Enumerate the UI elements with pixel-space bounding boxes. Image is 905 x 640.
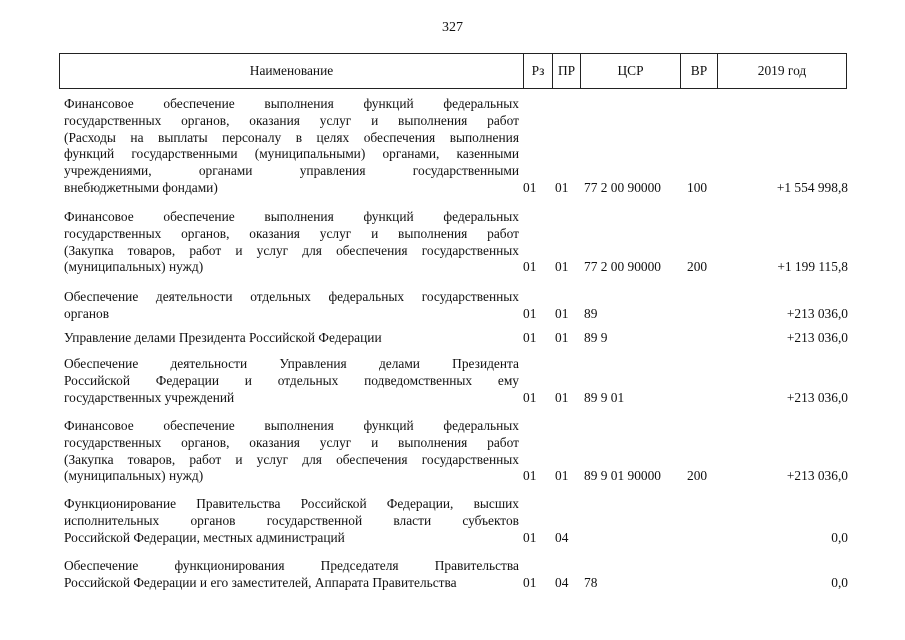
- row-name-line: государственных органов, оказания услуг и выполнения работ: [64, 434, 519, 450]
- cell-amount: +213 036,0: [786, 305, 848, 321]
- row-name-line: Российской Федерации и отдельных подведомственных ему: [64, 372, 519, 388]
- row-name-line: Обеспечение деятельности отдельных федеральных государственных: [64, 289, 519, 304]
- cell-vr: 100: [687, 180, 708, 195]
- row-name: [64, 496, 519, 546]
- cell-amount: +213 036,0: [786, 468, 848, 484]
- cell-rz: 01: [523, 305, 537, 321]
- cell-rz: 01: [523, 529, 537, 545]
- row-name-line: Обеспечение деятельности Управления делами Президента: [64, 356, 519, 371]
- header-rz: Рз: [523, 54, 552, 88]
- cell-pr: 01: [555, 180, 569, 195]
- row-name-line: Финансовое обеспечение выполнения функций федеральных: [64, 418, 519, 433]
- header-csr: ЦСР: [580, 54, 680, 88]
- row-name-line: (Закупка товаров, работ и услуг для обеспечения государственных: [64, 451, 519, 467]
- cell-rz: 01: [523, 389, 537, 405]
- cell-rz: 01: [523, 180, 537, 195]
- row-name-line: Обеспечение функционирования Председателя Правительства: [64, 558, 519, 573]
- row-name-line: (муниципальных) нужд): [64, 468, 204, 484]
- row-name: [64, 209, 519, 276]
- row-name: [64, 356, 519, 406]
- row-name-line: (Закупка товаров, работ и услуг для обеспечения государственных: [64, 242, 519, 258]
- cell-rz: 01: [523, 259, 537, 275]
- page-number: 327: [442, 20, 463, 35]
- table-header: [59, 53, 847, 89]
- cell-vr: 200: [687, 259, 708, 275]
- cell-csr: 89 9 01 90000: [584, 468, 661, 484]
- cell-csr: 78: [584, 574, 598, 590]
- cell-amount: 0,0: [831, 529, 848, 545]
- cell-csr: 77 2 00 90000: [584, 180, 661, 195]
- cell-pr: 01: [555, 468, 569, 484]
- row-name-line: государственных органов, оказания услуг и выполнения работ: [64, 112, 519, 128]
- cell-pr: 01: [555, 305, 569, 321]
- row-name-line: функций государственными (муниципальными) органами, казенными: [64, 146, 519, 162]
- header-year: 2019 год: [717, 54, 846, 88]
- row-name-line: Российской Федерации, местных администраций: [64, 529, 345, 545]
- row-name-line: внебюджетными фондами): [64, 179, 218, 195]
- cell-rz: 01: [523, 468, 537, 484]
- cell-pr: 01: [555, 389, 569, 405]
- row-name-line: Управление делами Президента Российской Федерации: [64, 330, 382, 345]
- row-name-line: Финансовое обеспечение выполнения функций федеральных: [64, 96, 519, 111]
- cell-amount: +213 036,0: [786, 389, 848, 405]
- header-vr: ВР: [680, 54, 717, 88]
- cell-pr: 01: [555, 330, 569, 345]
- cell-pr: 04: [555, 529, 569, 545]
- row-name-line: Функционирование Правительства Российской Федерации, высших: [64, 496, 519, 511]
- header-pr: ПР: [552, 54, 580, 88]
- row-name-line: исполнительных органов государственной власти субъектов: [64, 512, 519, 528]
- row-name-line: (Расходы на выплаты персоналу в целях обеспечения выполнения: [64, 129, 519, 145]
- row-name: [64, 96, 519, 197]
- row-name-line: (муниципальных) нужд): [64, 259, 204, 275]
- row-name-line: Финансовое обеспечение выполнения функций федеральных: [64, 209, 519, 224]
- row-name: [64, 330, 519, 347]
- row-name-line: органов: [64, 305, 110, 321]
- cell-amount: +1 199 115,8: [777, 259, 848, 275]
- row-name-line: государственных учреждений: [64, 389, 235, 405]
- row-name: [64, 558, 519, 592]
- cell-amount: 0,0: [831, 574, 848, 590]
- cell-rz: 01: [523, 330, 537, 345]
- row-name: [64, 289, 519, 323]
- row-name-line: государственных органов, оказания услуг и выполнения работ: [64, 225, 519, 241]
- cell-amount: +213 036,0: [786, 330, 848, 345]
- cell-rz: 01: [523, 574, 537, 590]
- cell-pr: 04: [555, 574, 569, 590]
- row-name: [64, 418, 519, 485]
- cell-vr: 200: [687, 468, 708, 484]
- cell-pr: 01: [555, 259, 569, 275]
- cell-amount: +1 554 998,8: [776, 180, 848, 195]
- cell-csr: 89: [584, 305, 598, 321]
- cell-csr: 77 2 00 90000: [584, 259, 661, 275]
- row-name-line: учреждениями, органами управления государственными: [64, 163, 519, 179]
- cell-csr: 89 9 01: [584, 389, 625, 405]
- row-name-line: Российской Федерации и его заместителей, Аппарата Правительства: [64, 574, 457, 590]
- header-name: Наименование: [249, 63, 334, 78]
- cell-csr: 89 9: [584, 330, 608, 345]
